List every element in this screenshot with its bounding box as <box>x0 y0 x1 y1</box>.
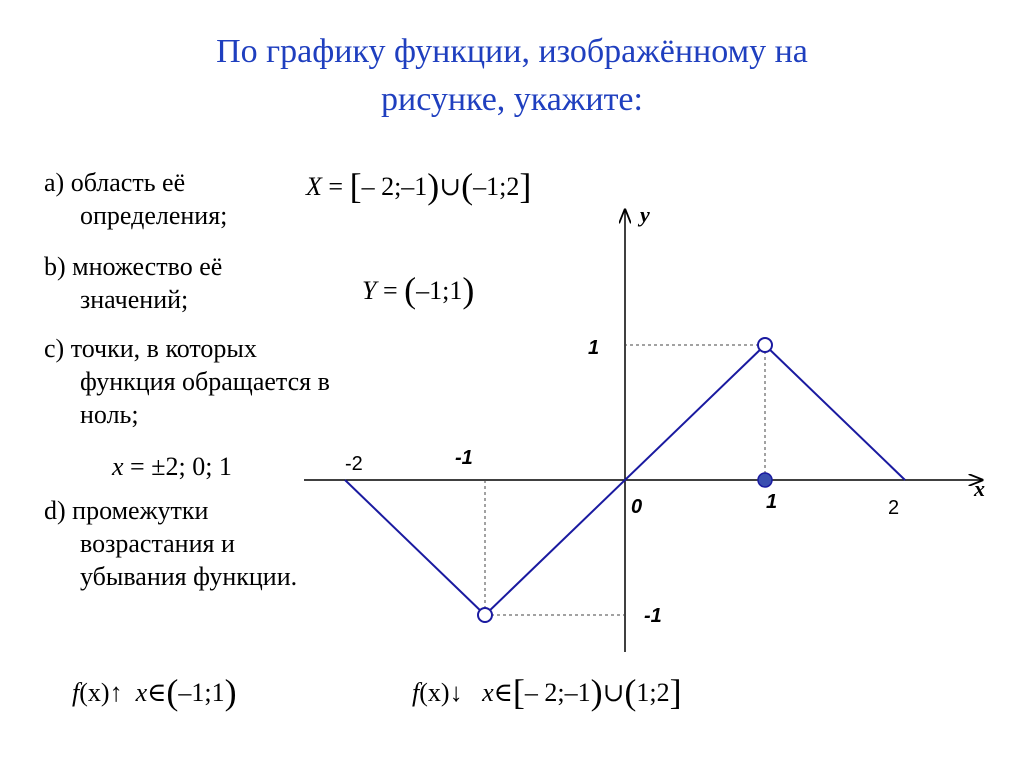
question-c-line-3: ноль; <box>80 400 139 429</box>
tick-label-x-2: 2 <box>888 497 900 519</box>
range-answer: Y = (–1;1) <box>362 270 475 310</box>
question-d-line-3: убывания функции. <box>80 562 298 591</box>
question-d-line-2: возрастания и <box>80 529 235 558</box>
arrow-down-icon: ↓ <box>449 678 463 707</box>
decreasing-answer: f(x)↓ x∈[– 2;–1)∪(1;2] <box>412 672 682 712</box>
tick-label-x-neg2: -2 <box>345 453 363 475</box>
question-b-line-2: значений; <box>80 285 189 314</box>
filled-point-0 <box>758 473 772 487</box>
tick-label-y-neg1: -1 <box>644 605 662 627</box>
question-c-line-1: c) точки, в которых <box>44 334 257 363</box>
question-a-line-1: a) область её <box>44 168 186 197</box>
tick-label-y-1: 1 <box>588 337 600 359</box>
zeros-answer: x = ±2; 0; 1 <box>112 452 232 481</box>
open-point-0 <box>478 608 492 622</box>
open-point-1 <box>758 338 772 352</box>
tick-label-x-neg1: -1 <box>455 447 473 469</box>
tick-label-x-1: 1 <box>766 491 778 513</box>
graph-segment-0 <box>345 480 485 615</box>
x-axis-label: x <box>974 476 985 501</box>
title-line-1: По графику функции, изображённому на <box>216 33 808 70</box>
question-b-line-1: b) множество её <box>44 252 223 281</box>
origin-label: 0 <box>631 496 643 518</box>
question-a-line-2: определения; <box>80 201 228 230</box>
question-d-line-1: d) промежутки <box>44 496 209 525</box>
increasing-answer: f(x)↑ x∈(–1;1) <box>72 672 237 712</box>
arrow-up-icon: ↑ <box>109 678 123 707</box>
graph-segment-2 <box>765 345 905 480</box>
title-line-2: рисунке, укажите: <box>381 81 643 118</box>
y-axis-label: y <box>640 202 650 227</box>
question-c-line-2: функция обращается в <box>80 367 330 396</box>
domain-answer: X = [– 2;–1)∪(–1;2] <box>306 166 532 206</box>
